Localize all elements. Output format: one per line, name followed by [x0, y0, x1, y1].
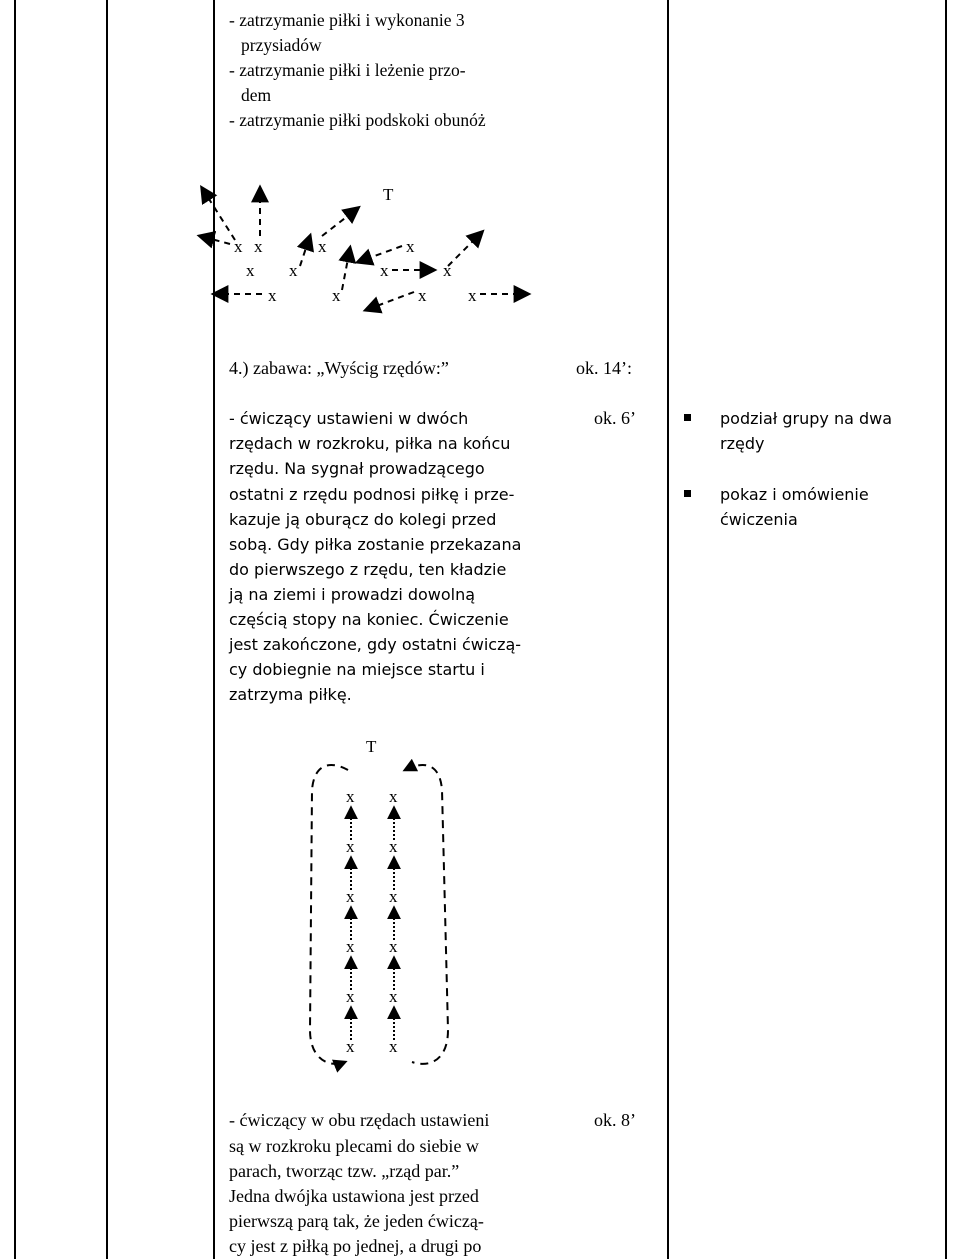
text-line: ją na ziemi i prowadzi dowolną [229, 585, 476, 604]
movement-arrow [448, 232, 482, 266]
player-marker: x [389, 987, 398, 1006]
table-border-right [945, 0, 947, 1259]
player-marker: x [443, 261, 452, 280]
text-line: dem [241, 85, 272, 105]
player-marker: x [389, 887, 398, 906]
movement-arrow [342, 248, 350, 290]
text-line: - zatrzymanie piłki i wykonanie 3 [229, 10, 465, 30]
remark-line: pokaz i omówienie [720, 485, 869, 504]
formation-diagram-scatter [190, 180, 540, 320]
table-border-left [14, 0, 16, 1259]
player-marker: x [468, 286, 477, 305]
text-line: są w rozkroku plecami do siebie w [229, 1136, 479, 1156]
bullet-icon [684, 414, 691, 421]
text-line: - ćwiczący w obu rzędach ustawieni [229, 1110, 490, 1130]
teacher-marker: T [383, 185, 394, 204]
text-line: parach, tworząc tzw. „rząd par.” [229, 1161, 460, 1181]
player-marker: x [332, 286, 341, 305]
text-line: ostatni z rzędu podnosi piłkę i prze- [229, 485, 515, 504]
text-line: - zatrzymanie piłki i leżenie przo- [229, 60, 466, 80]
text-line: - zatrzymanie piłki podskoki obunóż [229, 110, 486, 130]
text-line: kazuje ją oburącz do kolegi przed [229, 510, 497, 529]
teacher-marker: T [366, 737, 377, 756]
movement-arrow [202, 188, 235, 240]
text-line: cy jest z piłką po jednej, a drugi po [229, 1236, 482, 1256]
player-marker: x [246, 261, 255, 280]
text-line: zatrzyma piłkę. [229, 685, 352, 704]
game-time: ok. 14’: [576, 358, 632, 378]
player-marker: x [346, 887, 355, 906]
game-duration: ok. 6’ [594, 408, 636, 428]
player-marker: x [380, 261, 389, 280]
text-line: częścią stopy na koniec. Ćwiczenie [229, 610, 509, 629]
player-marker: x [389, 837, 398, 856]
player-marker: x [254, 237, 263, 256]
movement-arrow [200, 236, 230, 244]
player-marker: x [346, 937, 355, 956]
player-marker: x [346, 787, 355, 806]
return-path-right [405, 765, 448, 1064]
movement-arrow [358, 246, 402, 262]
game-title: 4.) zabawa: „Wyścig rzędów:” [229, 358, 449, 378]
text-line: rzędu. Na sygnał prowadzącego [229, 459, 485, 478]
text-line: do pierwszego z rzędu, ten kładzie [229, 560, 507, 579]
text-line: jest zakończone, gdy ostatni ćwiczą- [229, 635, 522, 654]
remark-line: rzędy [720, 434, 765, 453]
player-marker: x [346, 1037, 355, 1056]
player-marker: x [318, 237, 327, 256]
text-line: - ćwiczący ustawieni w dwóch [229, 409, 469, 428]
player-marker: x [389, 787, 398, 806]
text-line: Jedna dwójka ustawiona jest przed [229, 1186, 479, 1206]
text-line: rzędach w rozkroku, piłka na końcu [229, 434, 511, 453]
remark-line: ćwiczenia [720, 510, 798, 529]
player-marker: x [234, 237, 243, 256]
player-marker: x [389, 937, 398, 956]
table-border-col3 [667, 0, 669, 1259]
table-border-col1 [106, 0, 108, 1259]
remark-line: podział grupy na dwa [720, 409, 893, 428]
player-marker: x [268, 286, 277, 305]
text-line: pierwszą parą tak, że jeden ćwiczą- [229, 1211, 484, 1231]
formation-diagram-rows [300, 730, 470, 1075]
player-marker: x [418, 286, 427, 305]
bullet-icon [684, 490, 691, 497]
player-marker: x [406, 237, 415, 256]
movement-arrow [322, 208, 358, 236]
movement-arrow [300, 236, 310, 266]
text-line: sobą. Gdy piłka zostanie przekazana [229, 535, 522, 554]
player-marker: x [346, 837, 355, 856]
pairs-duration: ok. 8’ [594, 1110, 636, 1130]
text-line: cy dobiegnie na miejsce startu i [229, 660, 485, 679]
player-marker: x [289, 261, 298, 280]
player-marker: x [346, 987, 355, 1006]
player-marker: x [389, 1037, 398, 1056]
movement-arrow [366, 292, 414, 310]
return-path-left [310, 765, 348, 1064]
text-line: przysiadów [241, 35, 322, 55]
